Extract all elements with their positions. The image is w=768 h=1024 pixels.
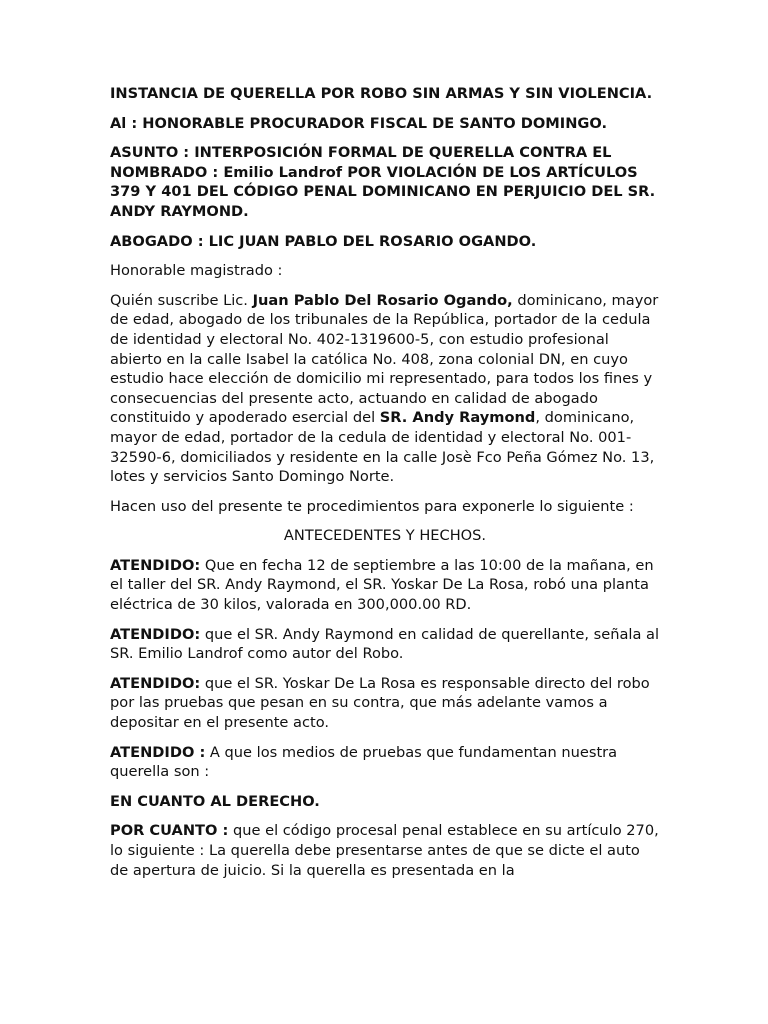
intro-text-2: dominicano, mayor de edad, abogado de los tribunales de la República, portador de la cedula de identidad y electoral No. 402-1319600-5, con estudio profesional abierto en la calle Isabel la católica No. 408, zona colonial DN, en cuyo estudio hace elección de domicilio mi representado, para todos los fines y consecuencias del presente acto, actuando en calidad de abogado constituido y apoderado esercial del (110, 291, 659, 427)
atendido-label: ATENDIDO: (110, 625, 201, 643)
atendido-text: que el SR. Andy Raymond en calidad de querellante, señala al SR. Emilio Landrof como autor del Robo. (110, 625, 660, 663)
atendido-label: ATENDIDO : (110, 743, 206, 761)
lawyer: ABOGADO : LIC JUAN PABLO DEL ROSARIO OGANDO. (110, 232, 537, 250)
section-heading-antecedentes: ANTECEDENTES Y HECHOS. (283, 527, 487, 545)
porcuanto-label: POR CUANTO : (110, 822, 229, 840)
addressee: Al : HONORABLE PROCURADOR FISCAL DE SANTO DOMINGO. (110, 114, 608, 132)
document-title: INSTANCIA DE QUERELLA POR ROBO SIN ARMAS Y SIN VIOLENCIA. (110, 85, 653, 102)
intro-paragraph (110, 291, 660, 487)
atendido-paragraph (110, 674, 660, 733)
salutation: Honorable magistrado : (110, 262, 283, 280)
section-heading-derecho: EN CUANTO AL DERECHO. (110, 792, 320, 810)
intro-text-1: Quién suscribe Lic. (110, 291, 253, 309)
atendido-text: A que los medios de pruebas que fundamentan nuestra querella son : (110, 743, 618, 781)
lawyer-name: Juan Pablo Del Rosario Ogando, (252, 291, 513, 309)
atendido-label: ATENDIDO: (110, 674, 201, 692)
intro-text-3: , dominicano, mayor de edad, portador de la cedula de identidad y electoral No. 001-32590-6, domiciliados y residente en la calle Josè Fco Peña Gómez No. 13, lotes y servicios Santo Domingo Norte. (110, 409, 655, 486)
porcuanto-text: que el código procesal penal establece en su artículo 270, lo siguiente : La querella debe presentarse antes de que se dicte el auto de apertura de juicio. Si la querella es presentada en la (110, 822, 659, 879)
atendido-paragraph (110, 743, 660, 782)
atendido-paragraph (110, 625, 660, 664)
atendido-text: Que en fecha 12 de septiembre a las 10:00 de la mañana, en el taller del SR. Andy Raymond, el SR. Yoskar De La Rosa, robó una planta eléctrica de 30 kilos, valorada en 300,000.00 RD. (110, 556, 654, 614)
subject: ASUNTO : INTERPOSICIÓN FORMAL DE QUERELLA CONTRA EL NOMBRADO : Emilio Landrof POR VIOLACIÓN DE LOS ARTÍCULOS 379 Y 401 DEL CÓDIGO PENAL DOMINICANO EN PERJUICIO DEL SR. ANDY RAYMOND. (110, 144, 656, 220)
client-name: SR. Andy Raymond (379, 409, 536, 427)
purpose-paragraph: Hacen uso del presente te procedimientos para exponerle lo siguiente : (110, 497, 634, 515)
atendido-text: que el SR. Yoskar De La Rosa es responsable directo del robo por las pruebas que pesan en su contra, que más adelante vamos a depositar en el presente acto. (110, 674, 650, 732)
document-page (110, 84, 660, 890)
atendido-label: ATENDIDO: (110, 556, 201, 574)
atendido-paragraph (110, 556, 660, 615)
porcuanto-paragraph (110, 821, 660, 880)
